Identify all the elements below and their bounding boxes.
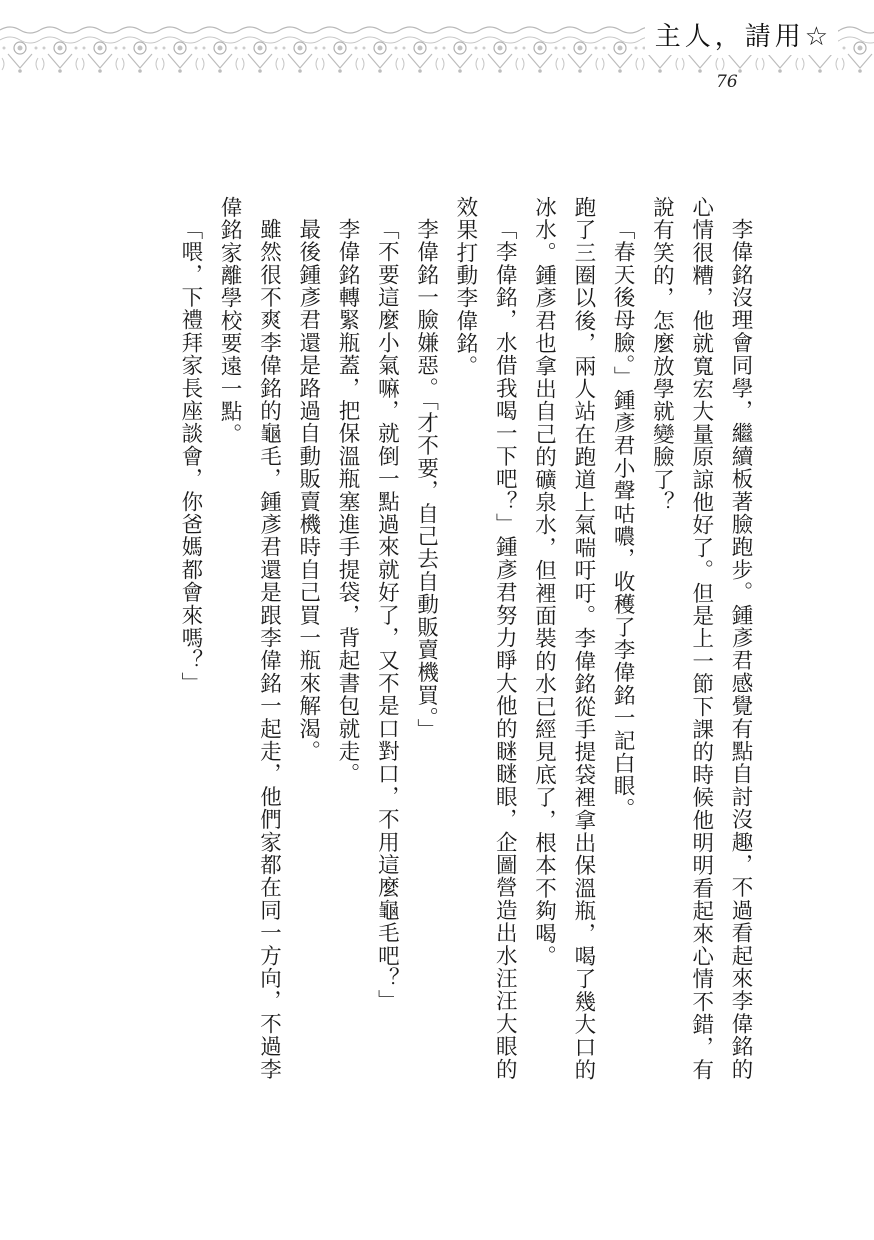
paragraph: 李偉銘轉緊瓶蓋，把保溫瓶塞進手提袋，背起書包就走。: [335, 217, 361, 785]
paragraph: 「喂，下禮拜家長座談會，你爸媽都會來嗎？」: [177, 217, 203, 695]
paragraph: 李偉銘一臉嫌惡。「才不要，自己去自動販賣機買。」: [413, 217, 439, 741]
paragraph: 跑了三圈以後，兩人站在跑道上氣喘吁吁。李偉銘從手提袋裡拿出保溫瓶，喝了幾大口的冰水。鍾彥君也拿出自己的礦泉水，但裡面裝的水已經見底了，根本不夠喝。: [531, 196, 596, 1082]
page-number: 76: [716, 72, 738, 92]
paragraph: 「李偉銘，水借我喝一下吧？」鍾彥君努力睜大他的瞇瞇眼，企圖營造出水汪汪大眼的效果打動李偉銘。: [452, 196, 518, 1081]
paragraph: 李偉銘沒理會同學，繼續板著臉跑步。鍾彥君感覺有點自討沒趣，不過看起來李偉銘的心情很糟，他就寬宏大量原諒他好了。但是上一節下課的時候他明明看起來心情不錯，有說有笑的，怎麼放學就變臉了？: [649, 196, 753, 1082]
paragraph: 最後鍾彥君還是路過自動販賣機時自己買一瓶來解渴。: [295, 217, 321, 763]
paragraph: 「春天後母臉。」鍾彥君小聲咕噥，收穫了李偉銘一記白眼。: [610, 217, 636, 820]
paragraph: 「不要這麼小氣嘛，就倒一點過來就好了，又不是口對口，不用這麼龜毛吧？」: [374, 217, 400, 1012]
novel-body-text: [40, 196, 760, 1096]
paragraph: 雖然很不爽李偉銘的龜毛，鍾彥君還是跟李偉銘一起走，他們家都在同一方向，不過李偉銘家離學校要遠一點。: [217, 196, 282, 1081]
running-header-title: 主人，請用☆: [645, 14, 838, 55]
